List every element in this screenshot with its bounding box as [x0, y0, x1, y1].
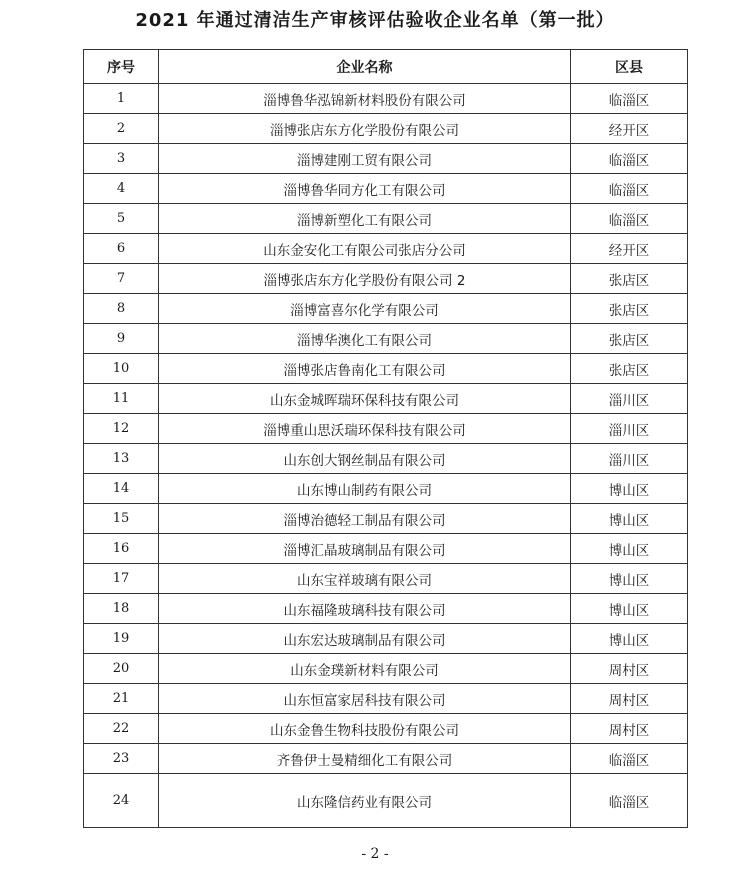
company-name: 山东金安化工有限公司张店分公司 [159, 234, 571, 264]
table-row [84, 234, 688, 264]
table-row [84, 444, 688, 474]
district: 临淄区 [571, 744, 688, 774]
company-name: 淄博新塑化工有限公司 [159, 204, 571, 234]
district: 张店区 [571, 324, 688, 354]
district: 经开区 [571, 234, 688, 264]
table-row [84, 144, 688, 174]
table-row [84, 504, 688, 534]
company-name: 山东隆信药业有限公司 [159, 774, 571, 828]
table-row [84, 84, 688, 114]
table-row [84, 294, 688, 324]
row-index: 8 [84, 294, 159, 324]
table-header-row [84, 50, 688, 84]
company-name: 淄博汇晶玻璃制品有限公司 [159, 534, 571, 564]
row-index: 21 [84, 684, 159, 714]
table-row [84, 324, 688, 354]
district: 博山区 [571, 594, 688, 624]
company-name: 淄博重山思沃瑞环保科技有限公司 [159, 414, 571, 444]
table-row [84, 384, 688, 414]
district: 博山区 [571, 534, 688, 564]
district: 博山区 [571, 564, 688, 594]
district: 博山区 [571, 474, 688, 504]
row-index: 7 [84, 264, 159, 294]
company-name: 山东金璞新材料有限公司 [159, 654, 571, 684]
header-index: 序号 [84, 50, 159, 84]
district: 临淄区 [571, 84, 688, 114]
row-index: 1 [84, 84, 159, 114]
company-name: 淄博华澳化工有限公司 [159, 324, 571, 354]
row-index: 22 [84, 714, 159, 744]
table-row [84, 714, 688, 744]
row-index: 18 [84, 594, 159, 624]
header-district: 区县 [571, 50, 688, 84]
district: 淄川区 [571, 414, 688, 444]
row-index: 16 [84, 534, 159, 564]
row-index: 3 [84, 144, 159, 174]
row-index: 2 [84, 114, 159, 144]
table-row [84, 354, 688, 384]
company-name: 淄博张店东方化学股份有限公司 2 [159, 264, 571, 294]
row-index: 24 [84, 774, 159, 828]
table-row [84, 414, 688, 444]
row-index: 10 [84, 354, 159, 384]
company-name: 淄博鲁华同方化工有限公司 [159, 174, 571, 204]
company-name: 淄博张店鲁南化工有限公司 [159, 354, 571, 384]
row-index: 15 [84, 504, 159, 534]
row-index: 4 [84, 174, 159, 204]
table-row [84, 594, 688, 624]
row-index: 14 [84, 474, 159, 504]
row-index: 11 [84, 384, 159, 414]
district: 周村区 [571, 684, 688, 714]
district: 临淄区 [571, 204, 688, 234]
enterprise-table [83, 49, 688, 828]
company-name: 山东金鲁生物科技股份有限公司 [159, 714, 571, 744]
table-row [84, 204, 688, 234]
table-row [84, 564, 688, 594]
district: 张店区 [571, 354, 688, 384]
row-index: 20 [84, 654, 159, 684]
company-name: 山东宏达玻璃制品有限公司 [159, 624, 571, 654]
district: 博山区 [571, 624, 688, 654]
company-name: 淄博张店东方化学股份有限公司 [159, 114, 571, 144]
table-row [84, 114, 688, 144]
page-number: - 2 - [361, 846, 389, 862]
district: 博山区 [571, 504, 688, 534]
row-index: 17 [84, 564, 159, 594]
table-row [84, 534, 688, 564]
district: 周村区 [571, 714, 688, 744]
row-index: 13 [84, 444, 159, 474]
table-row [84, 474, 688, 504]
table-row [84, 744, 688, 774]
company-name: 齐鲁伊士曼精细化工有限公司 [159, 744, 571, 774]
district: 临淄区 [571, 174, 688, 204]
company-name: 山东博山制药有限公司 [159, 474, 571, 504]
row-index: 23 [84, 744, 159, 774]
company-name: 淄博建刚工贸有限公司 [159, 144, 571, 174]
district: 临淄区 [571, 774, 688, 828]
document-title: 2021 年通过清洁生产审核评估验收企业名单（第一批） [135, 10, 615, 31]
district: 张店区 [571, 264, 688, 294]
table-row [84, 624, 688, 654]
district: 临淄区 [571, 144, 688, 174]
row-index: 9 [84, 324, 159, 354]
district: 周村区 [571, 654, 688, 684]
district: 经开区 [571, 114, 688, 144]
row-index: 19 [84, 624, 159, 654]
company-name: 淄博鲁华泓锦新材料股份有限公司 [159, 84, 571, 114]
district: 张店区 [571, 294, 688, 324]
table-row [84, 774, 688, 828]
district: 淄川区 [571, 444, 688, 474]
row-index: 12 [84, 414, 159, 444]
district: 淄川区 [571, 384, 688, 414]
company-name: 山东福隆玻璃科技有限公司 [159, 594, 571, 624]
table-row [84, 174, 688, 204]
company-name: 山东金城晖瑞环保科技有限公司 [159, 384, 571, 414]
company-name: 山东创大钢丝制品有限公司 [159, 444, 571, 474]
table-row [84, 264, 688, 294]
row-index: 6 [84, 234, 159, 264]
header-company-name: 企业名称 [159, 50, 571, 84]
company-name: 山东宝祥玻璃有限公司 [159, 564, 571, 594]
company-name: 淄博富喜尔化学有限公司 [159, 294, 571, 324]
row-index: 5 [84, 204, 159, 234]
table-row [84, 684, 688, 714]
table-body [84, 84, 688, 828]
company-name: 山东恒富家居科技有限公司 [159, 684, 571, 714]
company-name: 淄博治德轻工制品有限公司 [159, 504, 571, 534]
table-row [84, 654, 688, 684]
